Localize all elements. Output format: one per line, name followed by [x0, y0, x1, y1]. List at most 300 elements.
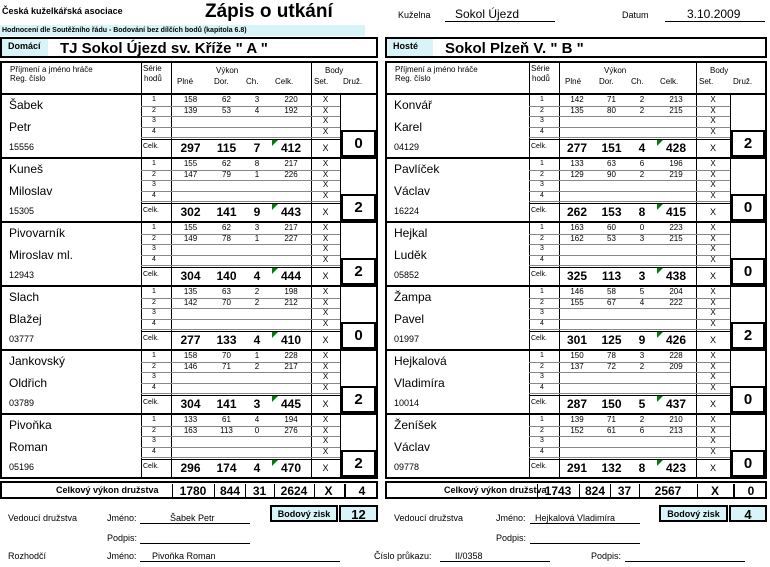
home-series-x: X	[322, 180, 329, 189]
away-series-num: 4	[540, 383, 544, 391]
home-series-x: X	[322, 361, 329, 371]
home-series-num: 1	[152, 160, 156, 167]
away-series-celk: 196	[669, 159, 683, 168]
winner-marker-icon	[657, 396, 663, 402]
home-series-celk: 228	[284, 351, 298, 360]
away-series-celk: 210	[669, 415, 683, 424]
license-number: II/0358	[455, 551, 483, 561]
winner-marker-icon	[272, 332, 278, 338]
away-player-total-plne: 277	[566, 141, 588, 155]
home-series-plne: 158	[183, 351, 198, 360]
home-total-label: Celk.	[143, 399, 159, 406]
home-series-x: X	[322, 159, 329, 168]
away-series-num: 3	[540, 181, 544, 188]
home-series-celk: 217	[284, 159, 298, 168]
home-series-x: X	[322, 105, 329, 115]
away-series-num: 2	[540, 362, 544, 370]
home-player-total-dor: 174	[216, 461, 237, 475]
away-player-total-plne: 301	[566, 333, 588, 347]
home-col-reg: Reg. číslo	[10, 74, 46, 83]
home-total-celk: 2624	[274, 484, 313, 498]
home-total-x: X	[322, 463, 329, 473]
away-series-dor: 71	[607, 95, 616, 104]
home-series-dor: 78	[222, 233, 231, 243]
home-series-num: 1	[152, 352, 156, 359]
away-player-total-dor: 153	[601, 205, 622, 219]
home-series-x: X	[322, 169, 329, 179]
home-col-ch: Ch.	[246, 77, 259, 86]
away-series-num: 2	[540, 234, 544, 242]
away-col-plne: Plné	[565, 77, 582, 86]
winner-marker-icon	[657, 460, 663, 466]
home-total-set: X	[314, 484, 342, 498]
home-col-player: Příjmení a jméno hráče	[10, 65, 93, 74]
home-player-total-ch: 3	[253, 397, 261, 411]
away-series-x: X	[710, 351, 716, 360]
home-player-total-dor: 141	[216, 205, 237, 219]
away-series-x: X	[710, 95, 716, 104]
home-series-celk: 192	[284, 105, 298, 115]
home-series-plne: 147	[183, 169, 198, 179]
referee-name: Pivoňka Roman	[152, 551, 216, 561]
home-player-total-dor: 115	[216, 141, 237, 155]
home-series-dor: 113	[220, 425, 233, 435]
away-series-ch: 4	[639, 297, 645, 307]
home-player-surname: Jankovský	[9, 354, 66, 368]
away-player-total-plne: 262	[566, 205, 588, 219]
away-player-surname: Hejkal	[394, 226, 428, 240]
home-total-dor: 844	[214, 484, 245, 498]
away-player-surname: Žampa	[394, 290, 432, 304]
away-player-reg: 10014	[394, 398, 420, 408]
away-total-x: X	[709, 207, 716, 217]
home-total-label: Celk.	[143, 207, 159, 214]
away-series-x: X	[710, 233, 716, 243]
away-total-x: X	[709, 271, 716, 281]
home-series-dor: 62	[222, 95, 231, 104]
away-player-total-dor: 150	[601, 397, 622, 411]
date-label: Datum	[622, 10, 649, 20]
home-col-celk: Celk.	[275, 77, 294, 86]
away-col-set: Set.	[699, 77, 714, 86]
away-series-num: 3	[540, 117, 544, 124]
home-player-total-celk: 444	[280, 269, 302, 283]
home-player-points: 2	[341, 386, 376, 413]
away-player-total-ch: 9	[638, 333, 646, 347]
home-series-x: X	[322, 190, 329, 200]
away-total-set: X	[697, 484, 732, 498]
home-series-num: 3	[152, 117, 156, 124]
away-series-x: X	[710, 244, 716, 253]
home-total-label: Celkový výkon družstva	[56, 485, 159, 495]
away-total-label: Celk.	[531, 463, 547, 470]
away-total-label: Celk.	[531, 271, 547, 278]
home-series-ch: 2	[254, 287, 260, 296]
home-player-firstname: Miloslav	[9, 184, 53, 198]
referee-label: Rozhodčí	[8, 551, 47, 561]
away-series-x: X	[710, 190, 716, 200]
away-series-ch: 2	[639, 361, 645, 371]
home-player-total-celk: 443	[280, 205, 302, 219]
away-series-x: X	[710, 180, 716, 189]
home-series-ch: 4	[254, 415, 260, 424]
home-series-x: X	[322, 425, 329, 435]
home-total-x: X	[322, 399, 329, 409]
away-series-plne: 142	[570, 95, 584, 104]
away-player-firstname: Pavel	[394, 312, 425, 326]
away-team-name: Sokol Plzeň V. " B "	[445, 40, 584, 57]
away-col-celk: Celk.	[660, 77, 679, 86]
away-series-num: 4	[540, 255, 544, 263]
away-series-dor: 72	[607, 361, 616, 371]
home-series-x: X	[322, 95, 329, 104]
home-leader-name: Šabek Petr	[170, 513, 215, 523]
home-grid	[0, 61, 380, 479]
away-player-surname: Pavlíček	[394, 162, 440, 176]
home-series-num: 4	[152, 191, 156, 199]
home-total-ch: 31	[245, 484, 273, 498]
home-total-points: 4	[344, 484, 378, 498]
home-player-reg: 12943	[9, 270, 35, 280]
home-player-surname: Kuneš	[9, 162, 44, 176]
winner-marker-icon	[272, 268, 278, 274]
away-series-dor: 90	[607, 169, 616, 179]
home-player-surname: Slach	[9, 290, 40, 304]
away-series-num: 1	[540, 416, 544, 423]
home-series-x: X	[322, 382, 329, 392]
away-podpis-label: Podpis:	[496, 533, 527, 543]
away-col-ch: Ch.	[631, 77, 644, 86]
away-player-total-ch: 4	[638, 141, 646, 155]
home-series-celk: 227	[284, 233, 298, 243]
away-series-x: X	[710, 318, 716, 328]
away-team-bar	[385, 37, 767, 58]
home-series-dor: 62	[222, 223, 231, 232]
away-series-plne: 152	[570, 425, 584, 435]
home-series-dor: 62	[222, 159, 231, 168]
home-player-firstname: Petr	[9, 120, 32, 134]
away-series-x: X	[710, 105, 716, 115]
winner-marker-icon	[657, 204, 663, 210]
away-series-plne: 155	[570, 297, 584, 307]
away-player-total-celk: 438	[665, 269, 687, 283]
home-series-celk: 194	[284, 415, 298, 424]
winner-marker-icon	[657, 332, 663, 338]
home-series-ch: 1	[254, 351, 260, 360]
home-series-x: X	[322, 287, 329, 296]
away-series-x: X	[710, 308, 716, 317]
home-series-ch: 0	[254, 425, 260, 435]
home-player-reg: 15556	[9, 142, 35, 152]
away-series-dor: 53	[607, 233, 616, 243]
home-col-vykon: Výkon	[216, 66, 239, 75]
away-series-x: X	[710, 361, 716, 371]
away-series-celk: 215	[669, 233, 683, 243]
home-total-row	[0, 481, 378, 499]
home-series-x: X	[322, 351, 329, 360]
winner-marker-icon	[272, 396, 278, 402]
home-series-celk: 217	[284, 223, 298, 232]
home-series-x: X	[322, 297, 329, 307]
home-series-num: 1	[152, 96, 156, 103]
home-series-num: 2	[152, 426, 156, 434]
away-col-body: Body	[710, 66, 729, 75]
home-series-dor: 63	[222, 287, 231, 296]
away-total-label: Celk.	[531, 335, 547, 342]
winner-marker-icon	[657, 140, 663, 146]
winner-marker-icon	[657, 268, 663, 274]
away-col-serie: Série	[531, 64, 550, 73]
away-series-celk: 213	[669, 95, 683, 104]
away-series-ch: 3	[639, 351, 645, 360]
away-series-plne: 133	[570, 159, 584, 168]
away-player-points: 0	[731, 258, 765, 285]
away-series-plne: 146	[570, 287, 584, 296]
home-series-dor: 70	[222, 351, 231, 360]
home-team-name: TJ Sokol Újezd sv. Kříže " A "	[60, 40, 268, 57]
away-series-ch: 6	[639, 425, 645, 435]
home-player-total-plne: 277	[180, 333, 201, 347]
away-total-points: 0	[733, 484, 767, 498]
home-leader-label: Vedoucí družstva	[8, 513, 78, 523]
home-player-total-plne: 304	[180, 397, 201, 411]
home-total-x: X	[322, 335, 329, 345]
home-series-celk: 226	[284, 169, 298, 179]
away-player-total-celk: 423	[665, 461, 687, 475]
away-total-x: X	[709, 335, 716, 345]
home-series-plne: 158	[183, 95, 198, 104]
home-player-reg: 03789	[9, 398, 35, 408]
away-player-total-dor: 151	[601, 141, 622, 155]
away-series-num: 4	[540, 447, 544, 455]
away-series-x: X	[710, 223, 716, 232]
away-series-num: 1	[540, 160, 544, 167]
home-series-plne: 146	[183, 361, 198, 371]
away-series-celk: 213	[669, 425, 683, 435]
away-series-x: X	[710, 436, 716, 445]
away-series-x: X	[710, 415, 716, 424]
away-jmeno-label: Jméno:	[496, 513, 526, 523]
away-series-num: 3	[540, 245, 544, 252]
home-player-total-plne: 297	[180, 141, 201, 155]
home-series-celk: 276	[284, 425, 298, 435]
home-series-num: 4	[152, 447, 156, 455]
referee-podpis-label: Podpis:	[591, 551, 622, 561]
home-series-x: X	[322, 446, 329, 456]
away-series-ch: 2	[639, 415, 645, 424]
away-series-celk: 204	[669, 287, 683, 296]
away-col-hodu: hodů	[532, 74, 550, 83]
home-player-total-ch: 9	[253, 205, 261, 219]
away-player-reg: 09778	[394, 462, 420, 472]
home-player-total-ch: 4	[253, 333, 261, 347]
away-series-ch: 2	[639, 95, 645, 104]
away-series-dor: 67	[607, 297, 616, 307]
home-col-dor: Dor.	[214, 77, 229, 86]
home-series-ch: 4	[254, 105, 260, 115]
away-series-num: 1	[540, 96, 544, 103]
away-label: Hosté	[387, 39, 433, 56]
away-col-reg: Reg. číslo	[395, 74, 431, 83]
home-series-ch: 3	[254, 95, 260, 104]
away-series-plne: 129	[570, 169, 584, 179]
away-player-surname: Konvář	[394, 98, 433, 112]
home-player-firstname: Roman	[9, 440, 48, 454]
away-player-firstname: Vladimíra	[394, 376, 445, 390]
away-player-firstname: Václav	[394, 184, 431, 198]
winner-marker-icon	[272, 460, 278, 466]
away-series-dor: 78	[607, 351, 616, 360]
away-series-plne: 137	[570, 361, 584, 371]
home-series-num: 2	[152, 106, 156, 114]
home-player-total-ch: 7	[253, 141, 261, 155]
away-series-celk: 209	[669, 361, 683, 371]
home-player-firstname: Miroslav ml.	[9, 248, 74, 262]
away-col-dor: Dor.	[599, 77, 614, 86]
away-series-x: X	[710, 425, 716, 435]
home-player-total-ch: 4	[253, 461, 261, 475]
away-player-reg: 01997	[394, 334, 420, 344]
home-col-plne: Plné	[177, 77, 194, 86]
home-col-druz: Druž.	[343, 77, 363, 86]
away-col-vykon: Výkon	[604, 66, 627, 75]
away-total-dor: 824	[579, 484, 610, 498]
away-series-x: X	[710, 116, 716, 125]
referee-jmeno-label: Jméno:	[107, 551, 137, 561]
away-series-num: 2	[540, 298, 544, 306]
away-series-plne: 139	[570, 415, 584, 424]
away-player-total-ch: 3	[638, 269, 646, 283]
home-series-ch: 1	[254, 233, 260, 243]
home-series-dor: 79	[222, 169, 231, 179]
away-total-label: Celk.	[531, 399, 547, 406]
home-series-num: 3	[152, 373, 156, 380]
winner-marker-icon	[272, 204, 278, 210]
home-series-x: X	[322, 308, 329, 317]
away-series-celk: 228	[669, 351, 683, 360]
away-total-label: Celk.	[531, 207, 547, 214]
away-series-ch: 0	[639, 223, 645, 232]
home-series-celk: 217	[284, 361, 298, 371]
away-leader-name: Hejkalová Vladimíra	[535, 513, 616, 523]
home-player-reg: 03777	[9, 334, 35, 344]
away-series-dor: 58	[607, 287, 616, 296]
home-total-label: Celk.	[143, 463, 159, 470]
away-leader-label: Vedoucí družstva	[394, 513, 464, 523]
away-series-num: 2	[540, 106, 544, 114]
away-player-points: 0	[731, 450, 765, 477]
away-player-surname: Ženíšek	[394, 418, 437, 432]
home-series-x: X	[322, 415, 329, 424]
home-series-num: 3	[152, 437, 156, 444]
home-player-surname: Pivoňka	[9, 418, 52, 432]
home-col-set: Set.	[314, 77, 329, 86]
away-player-total-ch: 8	[638, 461, 646, 475]
home-col-body: Body	[325, 66, 344, 75]
home-player-total-dor: 133	[216, 333, 237, 347]
away-series-x: X	[710, 297, 716, 307]
away-series-num: 1	[540, 288, 544, 295]
home-series-plne: 155	[183, 223, 198, 232]
home-series-x: X	[322, 318, 329, 328]
away-col-player: Příjmení a jméno hráče	[395, 65, 478, 74]
away-player-total-plne: 325	[566, 269, 588, 283]
home-series-ch: 3	[254, 223, 260, 232]
date-value: 3.10.2009	[687, 7, 741, 21]
home-series-celk: 212	[284, 297, 298, 307]
away-total-x: X	[709, 463, 716, 473]
home-player-firstname: Oldřich	[9, 376, 48, 390]
home-series-dor: 70	[222, 297, 231, 307]
away-series-num: 4	[540, 191, 544, 199]
away-series-ch: 5	[639, 287, 645, 296]
home-series-num: 1	[152, 224, 156, 231]
home-series-plne: 139	[183, 105, 198, 115]
home-series-plne: 149	[183, 233, 198, 243]
home-player-total-celk: 445	[280, 397, 302, 411]
home-zisk-value: 12	[339, 505, 378, 522]
away-zisk-label: Bodový zisk	[659, 505, 728, 522]
away-total-x: X	[709, 399, 716, 409]
home-series-num: 1	[152, 288, 156, 295]
home-series-num: 1	[152, 416, 156, 423]
away-series-x: X	[710, 254, 716, 264]
home-series-x: X	[322, 116, 329, 125]
home-player-reg: 15305	[9, 206, 35, 216]
away-col-druz: Druž.	[733, 77, 753, 86]
away-player-firstname: Luděk	[394, 248, 427, 262]
home-series-ch: 2	[254, 361, 260, 371]
away-zisk-value: 4	[729, 505, 767, 522]
away-series-x: X	[710, 372, 716, 381]
away-player-total-celk: 437	[665, 397, 687, 411]
away-series-num: 1	[540, 352, 544, 359]
away-player-firstname: Václav	[394, 440, 431, 454]
home-label: Domácí	[2, 39, 48, 56]
home-series-num: 3	[152, 245, 156, 252]
away-series-num: 4	[540, 319, 544, 327]
away-series-num: 2	[540, 426, 544, 434]
away-series-x: X	[710, 382, 716, 392]
home-series-num: 4	[152, 127, 156, 135]
home-player-total-celk: 470	[280, 461, 302, 475]
home-player-total-plne: 302	[180, 205, 201, 219]
away-total-celk: 2567	[639, 484, 696, 498]
home-player-total-dor: 140	[216, 269, 237, 283]
away-player-reg: 05852	[394, 270, 420, 280]
home-series-x: X	[322, 436, 329, 445]
home-col-hodu: hodů	[144, 74, 162, 83]
home-series-plne: 142	[183, 297, 198, 307]
home-series-num: 2	[152, 298, 156, 306]
away-player-firstname: Karel	[394, 120, 423, 134]
away-player-points: 2	[731, 130, 765, 157]
home-total-plne: 1780	[172, 484, 213, 498]
home-series-x: X	[322, 254, 329, 264]
venue-value: Sokol Újezd	[455, 7, 520, 21]
home-player-reg: 05196	[9, 462, 35, 472]
away-series-num: 4	[540, 127, 544, 135]
home-series-plne: 155	[183, 159, 198, 168]
home-series-x: X	[322, 244, 329, 253]
away-series-celk: 215	[669, 105, 683, 115]
home-series-x: X	[322, 372, 329, 381]
away-player-total-ch: 5	[638, 397, 646, 411]
away-player-total-celk: 428	[665, 141, 687, 155]
home-total-label: Celk.	[143, 271, 159, 278]
home-series-celk: 198	[284, 287, 298, 296]
home-series-ch: 1	[254, 169, 260, 179]
